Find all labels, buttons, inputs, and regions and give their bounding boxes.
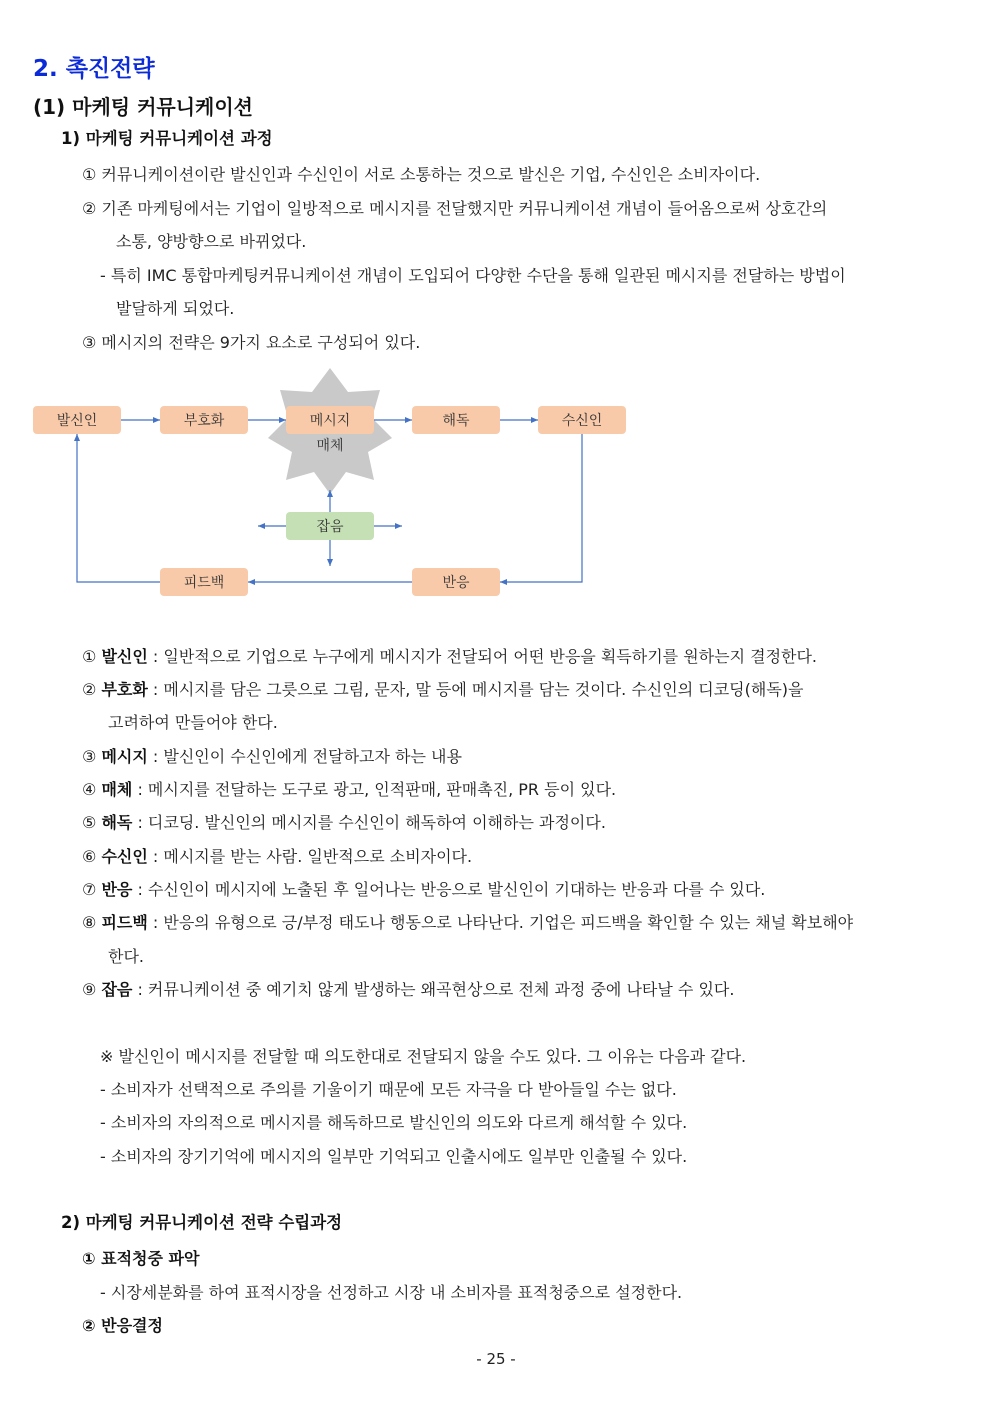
element-noise: ⑨ 잡음 : 커뮤니케이션 중 예기치 않게 발생하는 왜곡현상으로 전체 과정 중에 나타날 수 있다. <box>82 980 735 999</box>
communication-process-diagram <box>0 360 992 610</box>
note-line-4: - 소비자의 장기기억에 메시지의 일부만 기억되고 인출시에도 일부만 인출될 수 있다. <box>100 1147 688 1166</box>
receiver-label: 수신인 <box>561 413 603 429</box>
step-1-desc: - 시장세분화를 하여 표적시장을 선정하고 시장 내 소비자를 표적청중으로 설정한다. <box>100 1283 683 1302</box>
note-line-1: ※ 발신인이 메시지를 전달할 때 의도한대로 전달되지 않을 수도 있다. 그 이유는 다음과 같다. <box>100 1047 747 1066</box>
encoding-label: 부호화 <box>183 413 225 429</box>
element-receiver: ⑥ 수신인 : 메시지를 받는 사람. 일반적으로 소비자이다. <box>82 847 473 866</box>
heading-3-process: 1) 마케팅 커뮤니케이션 과정 <box>61 129 273 148</box>
intro-line-3: 소통, 양방향으로 바뀌었다. <box>116 232 307 251</box>
noise-label: 잡음 <box>316 519 344 535</box>
page-number: - 25 - <box>476 1350 516 1368</box>
media-label: 매체 <box>316 438 344 454</box>
decoding-label: 해독 <box>442 413 470 429</box>
element-response: ⑦ 반응 : 수신인이 메시지에 노출된 후 일어나는 반응으로 발신인이 기대하는 반응과 다를 수 있다. <box>82 880 766 899</box>
heading-1: 2. 촉진전략 <box>33 56 155 82</box>
element-decoding: ⑤ 해독 : 디코딩. 발신인의 메시지를 수신인이 해독하여 이해하는 과정이다. <box>82 813 606 832</box>
message-label: 메시지 <box>309 413 351 429</box>
element-media: ④ 매체 : 메시지를 전달하는 도구로 광고, 인적판매, 판매촉진, PR 등이 있다. <box>82 780 617 799</box>
element-encoding-cont: 고려하여 만들어야 한다. <box>108 713 278 732</box>
sender-label: 발신인 <box>56 413 98 429</box>
element-message: ③ 메시지 : 발신인이 수신인에게 전달하고자 하는 내용 <box>82 747 462 766</box>
element-feedback: ⑧ 피드백 : 반응의 유형으로 긍/부정 태도나 행동으로 나타난다. 기업은 피드백을 확인할 수 있는 채널 확보해야 <box>82 913 854 932</box>
intro-line-4: - 특히 IMC 통합마케팅커뮤니케이션 개념이 도입되어 다양한 수단을 통해 일관된 메시지를 전달하는 방법이 <box>100 266 846 285</box>
note-line-3: - 소비자의 자의적으로 메시지를 해독하므로 발신인의 의도와 다르게 해석할 수 있다. <box>100 1113 688 1132</box>
element-encoding: ② 부호화 : 메시지를 담은 그릇으로 그림, 문자, 말 등에 메시지를 담는 것이다. 수신인의 디코딩(해독)을 <box>82 680 804 699</box>
feedback-label: 피드백 <box>183 575 225 591</box>
step-1-title: ① 표적청중 파악 <box>82 1249 200 1268</box>
element-sender: ① 발신인 : 일반적으로 기업으로 누구에게 메시지가 전달되어 어떤 반응을 획득하기를 원하는지 결정한다. <box>82 647 818 666</box>
step-2-title: ② 반응결정 <box>82 1316 163 1335</box>
note-line-2: - 소비자가 선택적으로 주의를 기울이기 때문에 모든 자극을 다 받아들일 수는 없다. <box>100 1080 677 1099</box>
intro-line-1: ① 커뮤니케이션이란 발신인과 수신인이 서로 소통하는 것으로 발신은 기업, 수신인은 소비자이다. <box>82 165 761 184</box>
heading-3-strategy: 2) 마케팅 커뮤니케이션 전략 수립과정 <box>61 1213 343 1232</box>
intro-line-6: ③ 메시지의 전략은 9가지 요소로 구성되어 있다. <box>82 333 421 352</box>
heading-2: (1) 마케팅 커뮤니케이션 <box>33 95 254 119</box>
response-label: 반응 <box>442 575 470 591</box>
element-feedback-cont: 한다. <box>108 947 144 966</box>
intro-line-2: ② 기존 마케팅에서는 기업이 일방적으로 메시지를 전달했지만 커뮤니케이션 개념이 들어옴으로써 상호간의 <box>82 199 828 218</box>
intro-line-5: 발달하게 되었다. <box>116 299 235 318</box>
